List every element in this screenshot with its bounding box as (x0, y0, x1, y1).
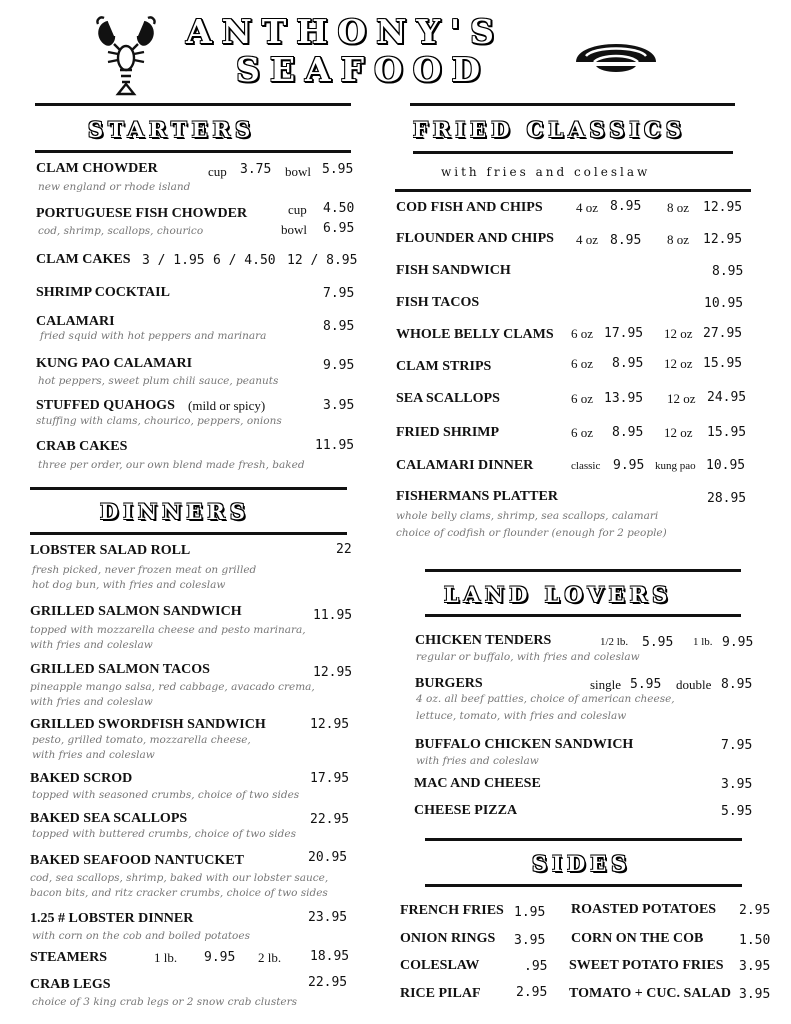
price: 8.95 (323, 319, 355, 334)
price: 3.95 (739, 959, 771, 974)
price: 8.95 (721, 677, 753, 692)
corn-on-the-cob: CORN ON THE COB (571, 931, 704, 946)
lobster-salad-roll: LOBSTER SALAD ROLL (30, 543, 191, 558)
price: 7.95 (721, 738, 753, 753)
price: 8.95 (610, 199, 642, 214)
price: 23.95 (308, 910, 348, 925)
fried-rule-sub (395, 189, 751, 192)
item-description: topped with mozzarella cheese and pesto marinara, (30, 624, 306, 636)
price-size: classic (571, 460, 601, 472)
price-size: 1 lb. (693, 636, 713, 648)
item-description: fresh picked, never frozen meat on grilled (32, 564, 257, 576)
sides-rule-top (425, 838, 742, 841)
grilled-salmon-sandwich: GRILLED SALMON SANDWICH (30, 604, 242, 619)
item-description: pesto, grilled tomato, mozzarella cheese, (32, 734, 251, 746)
sides-heading: SIDES (532, 851, 632, 876)
baked-scrod: BAKED SCROD (30, 771, 133, 786)
item-description: hot peppers, sweet plum chili sauce, peanuts (38, 375, 279, 387)
sea-scallops: SEA SCALLOPS (396, 391, 500, 406)
item-description: choice of codfish or flounder (enough for 2 people) (396, 527, 667, 539)
price: 15.95 (707, 425, 747, 440)
crab-legs: CRAB LEGS (30, 977, 111, 992)
price: 7.95 (323, 286, 355, 301)
price-size: 4 oz (576, 232, 599, 247)
price-size: 6 oz (571, 326, 594, 341)
price: 20.95 (308, 850, 348, 865)
price: 3.95 (721, 777, 753, 792)
price-size: 6 oz (571, 356, 594, 371)
item-description: with fries and coleslaw (30, 696, 153, 708)
price: 12.95 (313, 665, 353, 680)
fish-sandwich: FISH SANDWICH (396, 263, 511, 278)
cheese-pizza: CHEESE PIZZA (414, 803, 518, 818)
mac-and-cheese: MAC AND CHEESE (414, 776, 541, 791)
price-size: bowl (281, 222, 307, 237)
lobster-dinner: 1.25 # LOBSTER DINNER (30, 911, 194, 926)
baked-seafood-nantucket: BAKED SEAFOOD NANTUCKET (30, 853, 244, 868)
price: 8.95 (612, 425, 644, 440)
roasted-potatoes: ROASTED POTATOES (571, 902, 717, 917)
price: 28.95 (707, 491, 747, 506)
item-description: whole belly clams, shrimp, sea scallops, calamari (396, 510, 659, 522)
price: 13.95 (604, 391, 644, 406)
land-rule-top (425, 569, 741, 572)
steamers: STEAMERS (30, 950, 108, 965)
item-description: fried squid with hot peppers and marinara (40, 330, 267, 342)
price: 6 / 4.50 (213, 253, 276, 268)
item-description: lettuce, tomato, with fries and coleslaw (416, 710, 627, 722)
price-size: 4 oz (576, 200, 599, 215)
price: 9.95 (204, 950, 236, 965)
cod-fish-and-chips: COD FISH AND CHIPS (396, 200, 543, 215)
price: 12.95 (703, 200, 743, 215)
item-description: with fries and coleslaw (32, 749, 155, 761)
item-description: with fries and coleslaw (30, 639, 153, 651)
price-size: 12 oz (664, 356, 693, 371)
calamari-dinner: CALAMARI DINNER (396, 458, 534, 473)
price: 10.95 (706, 458, 746, 473)
price: 1.50 (739, 933, 771, 948)
coleslaw: COLESLAW (400, 958, 480, 973)
price: 8.95 (612, 356, 644, 371)
land-lovers-heading: LAND LOVERS (444, 582, 673, 607)
price: 22.95 (308, 975, 348, 990)
clam-chowder: CLAM CHOWDER (36, 161, 158, 176)
price-size: kung pao (655, 460, 696, 472)
clam-cakes: CLAM CAKES (36, 252, 131, 267)
price: 5.95 (642, 635, 674, 650)
kung-pao-calamari: KUNG PAO CALAMARI (36, 356, 193, 371)
price-size: cup (208, 164, 227, 179)
price-size: 6 oz (571, 425, 594, 440)
sweet-potato-fries: SWEET POTATO FRIES (569, 958, 724, 973)
portuguese-fish-chowder: PORTUGUESE FISH CHOWDER (36, 206, 248, 221)
calamari: CALAMARI (36, 314, 115, 329)
price: 27.95 (703, 326, 743, 341)
dinners-rule-top (30, 487, 347, 490)
price: 9.95 (613, 458, 645, 473)
lobster-icon (94, 14, 158, 98)
item-description: stuffing with clams, chourico, peppers, onions (36, 415, 282, 427)
fish-tacos: FISH TACOS (396, 295, 480, 310)
restaurant-name-line1: ANTHONY'S (186, 12, 504, 51)
price: 6.95 (323, 221, 355, 236)
fishermans-platter: FISHERMANS PLATTER (396, 489, 558, 504)
price-size: 2 lb. (258, 950, 282, 965)
stuffed-quahogs: STUFFED QUAHOGS (36, 398, 175, 413)
dinners-heading: DINNERS (100, 499, 251, 524)
fried-subheading: with fries and coleslaw (441, 165, 651, 179)
dinners-rule-bottom (30, 532, 347, 535)
price-size: 12 oz (664, 425, 693, 440)
item-description: with corn on the cob and boiled potatoes (32, 930, 250, 942)
item-description: new england or rhode island (38, 181, 191, 193)
item-description: bacon bits, and ritz cracker crumbs, choice of two sides (30, 887, 328, 899)
starters-rule-bottom (35, 150, 351, 153)
price-size: double (676, 677, 712, 692)
price-size: bowl (285, 164, 311, 179)
starters-rule-top (35, 103, 351, 106)
onion-rings: ONION RINGS (400, 931, 496, 946)
starters-heading: STARTERS (88, 117, 256, 142)
price: 3.95 (739, 987, 771, 1002)
clam-shell-icon (572, 28, 660, 76)
fried-rule-top (410, 103, 735, 106)
rice-pilaf: RICE PILAF (400, 986, 481, 1001)
price: 12 / 8.95 (287, 253, 358, 268)
grilled-salmon-tacos: GRILLED SALMON TACOS (30, 662, 210, 677)
item-note: (mild or spicy) (188, 398, 266, 413)
price: 18.95 (310, 949, 350, 964)
french-fries: FRENCH FRIES (400, 903, 504, 918)
price: 8.95 (712, 264, 744, 279)
item-description: 4 oz. all beef patties, choice of american cheese, (416, 693, 675, 705)
restaurant-name-line2: SEAFOOD (236, 50, 491, 89)
price-size: 8 oz (667, 232, 690, 247)
fried-classics-heading: FRIED CLASSICS (413, 117, 687, 142)
price-size: 8 oz (667, 200, 690, 215)
item-description: topped with buttered crumbs, choice of two sides (32, 828, 296, 840)
price-size: cup (288, 202, 307, 217)
burgers: BURGERS (415, 676, 483, 691)
item-description: with fries and coleslaw (416, 755, 539, 767)
land-rule-bottom (425, 614, 741, 617)
item-description: regular or buffalo, with fries and coleslaw (416, 651, 640, 663)
price: 12.95 (703, 232, 743, 247)
price: 5.95 (630, 677, 662, 692)
shrimp-cocktail: SHRIMP COCKTAIL (36, 285, 170, 300)
price: 2.95 (516, 985, 548, 1000)
buffalo-chicken-sandwich: BUFFALO CHICKEN SANDWICH (415, 737, 634, 752)
price-size: single (590, 677, 622, 692)
item-description: choice of 3 king crab legs or 2 snow crab clusters (32, 996, 298, 1008)
tomato-cucumber-salad: TOMATO + CUC. SALAD (569, 986, 731, 1001)
fried-rule-bottom (413, 151, 733, 154)
price: 12.95 (310, 717, 350, 732)
price: 11.95 (313, 608, 353, 623)
sides-rule-bottom (425, 884, 742, 887)
price: 3.95 (323, 398, 355, 413)
price: 3.95 (514, 933, 546, 948)
price-size: 12 oz (664, 326, 693, 341)
price: 11.95 (315, 438, 355, 453)
price-size: 12 oz (667, 391, 696, 406)
price: 9.95 (323, 358, 355, 373)
item-description: pineapple mango salsa, red cabbage, avacado crema, (30, 681, 315, 693)
price: 15.95 (703, 356, 743, 371)
crab-cakes: CRAB CAKES (36, 439, 128, 454)
price-size: 1 lb. (154, 950, 178, 965)
flounder-and-chips: FLOUNDER AND CHIPS (396, 231, 554, 246)
price: 10.95 (704, 296, 744, 311)
price: 5.95 (721, 804, 753, 819)
price: .95 (524, 959, 548, 974)
item-description: cod, sea scallops, shrimp, baked with our lobster sauce, (30, 872, 329, 884)
whole-belly-clams: WHOLE BELLY CLAMS (396, 327, 554, 342)
price: 17.95 (310, 771, 350, 786)
price: 9.95 (722, 635, 754, 650)
price: 24.95 (707, 390, 747, 405)
clam-strips: CLAM STRIPS (396, 359, 492, 374)
price: 4.50 (323, 201, 355, 216)
price: 22 (336, 542, 352, 557)
item-description: three per order, our own blend made fresh, baked (38, 459, 305, 471)
item-description: topped with seasoned crumbs, choice of two sides (32, 789, 300, 801)
fried-shrimp: FRIED SHRIMP (396, 425, 500, 440)
price: 8.95 (610, 233, 642, 248)
grilled-swordfish-sandwich: GRILLED SWORDFISH SANDWICH (30, 717, 266, 732)
chicken-tenders: CHICKEN TENDERS (415, 633, 552, 648)
price: 22.95 (310, 812, 350, 827)
price: 1.95 (514, 905, 546, 920)
baked-sea-scallops: BAKED SEA SCALLOPS (30, 811, 188, 826)
item-description: hot dog bun, with fries and coleslaw (32, 579, 226, 591)
price: 3.75 (240, 162, 272, 177)
item-description: cod, shrimp, scallops, chourico (38, 225, 204, 237)
price: 5.95 (322, 162, 354, 177)
price: 2.95 (739, 903, 771, 918)
price: 17.95 (604, 326, 644, 341)
price: 3 / 1.95 (142, 253, 205, 268)
price-size: 6 oz (571, 391, 594, 406)
price-size: 1/2 lb. (600, 636, 629, 648)
